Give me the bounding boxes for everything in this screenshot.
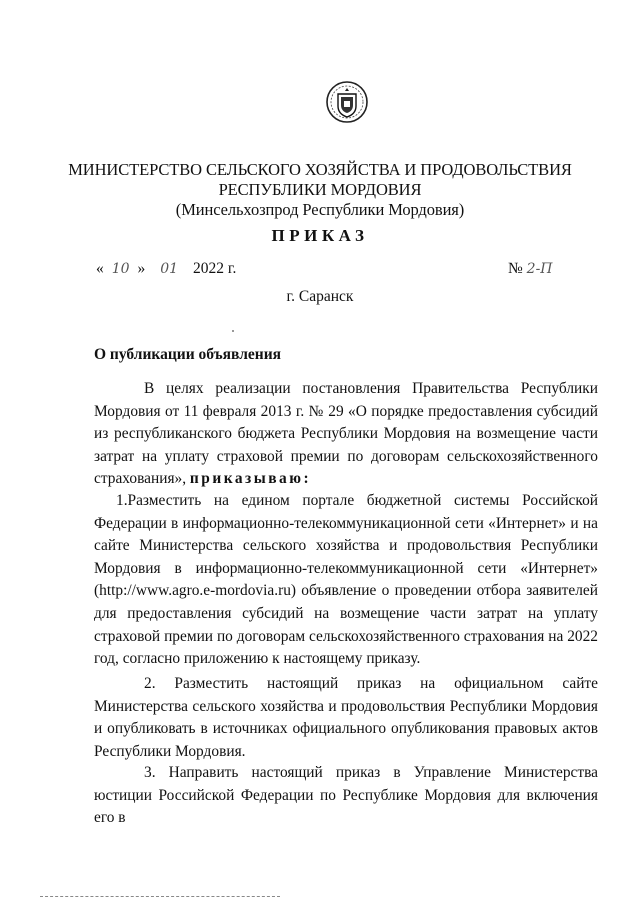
number-sign: № — [508, 260, 523, 277]
ministry-header — [0, 160, 640, 220]
date-month-handwritten: 01 — [160, 261, 179, 277]
preamble-paragraph — [94, 378, 598, 491]
document-title: ПРИКАЗ — [271, 226, 369, 245]
order-word: приказываю: — [189, 470, 312, 488]
clause-2: 2. Разместить настоящий приказ на официальном сайте Министерства сельского хозяйства и продовольствия Республики Мордовия и опубликовать в источниках официального опубликования правовых актов Республики Мордовия. — [94, 675, 598, 760]
document-subject: О публикации объявления — [94, 346, 282, 363]
ministry-name-line2: РЕСПУБЛИКИ МОРДОВИЯ — [218, 180, 422, 199]
date-close-quote: » — [137, 260, 146, 277]
document-city: г. Саранск — [286, 288, 354, 305]
scan-speck — [232, 330, 234, 332]
clause-3: 3. Направить настоящий приказ в Управление Министерства юстиции Российской Федерации по Республике Мордовия для включения его в — [94, 764, 598, 827]
date-open-quote: « — [96, 260, 104, 277]
clause-1: 1.Разместить на едином портале бюджетной системы Российской Федерации в информационно-телекоммуникационной сети «Интернет» и на сайте Министерства сельского хозяйства и продовольствия Республики Мордовия в информационно-телекоммуникационной сети «Интернет» (http://www.agro.e-mordovia.ru) объявление о проведении отбора заявителей для предоставления субсидий на возмещение части затрат на уплату страховой премии по договорам сельскохозяйственного страхования на 2022 год, согласно приложению к настоящему приказу. — [94, 492, 598, 668]
date-day-handwritten: 10 — [111, 261, 130, 277]
ministry-name-line1: МИНИСТЕРСТВО СЕЛЬСКОГО ХОЗЯЙСТВА И ПРОДОВОЛЬСТВИЯ — [68, 160, 572, 179]
ministry-short-name: (Минсельхозпрод Республики Мордовия) — [175, 200, 465, 219]
number-handwritten: 2-П — [526, 261, 553, 277]
date-year: 2022 г. — [193, 260, 237, 277]
footer-divider — [40, 896, 280, 897]
document-number — [508, 260, 553, 278]
coat-of-arms-icon — [325, 80, 369, 124]
document-date — [96, 260, 236, 278]
preamble-text: В целях реализации постановления Правительства Республики Мордовия от 11 февраля 2013 г. № 29 «О порядке предоставления субсидий из республиканского бюджета Республики Мордовия на возмещение части затрат на уплату страховой премии по договорам сельскохозяйственного страхования», — [94, 380, 598, 488]
